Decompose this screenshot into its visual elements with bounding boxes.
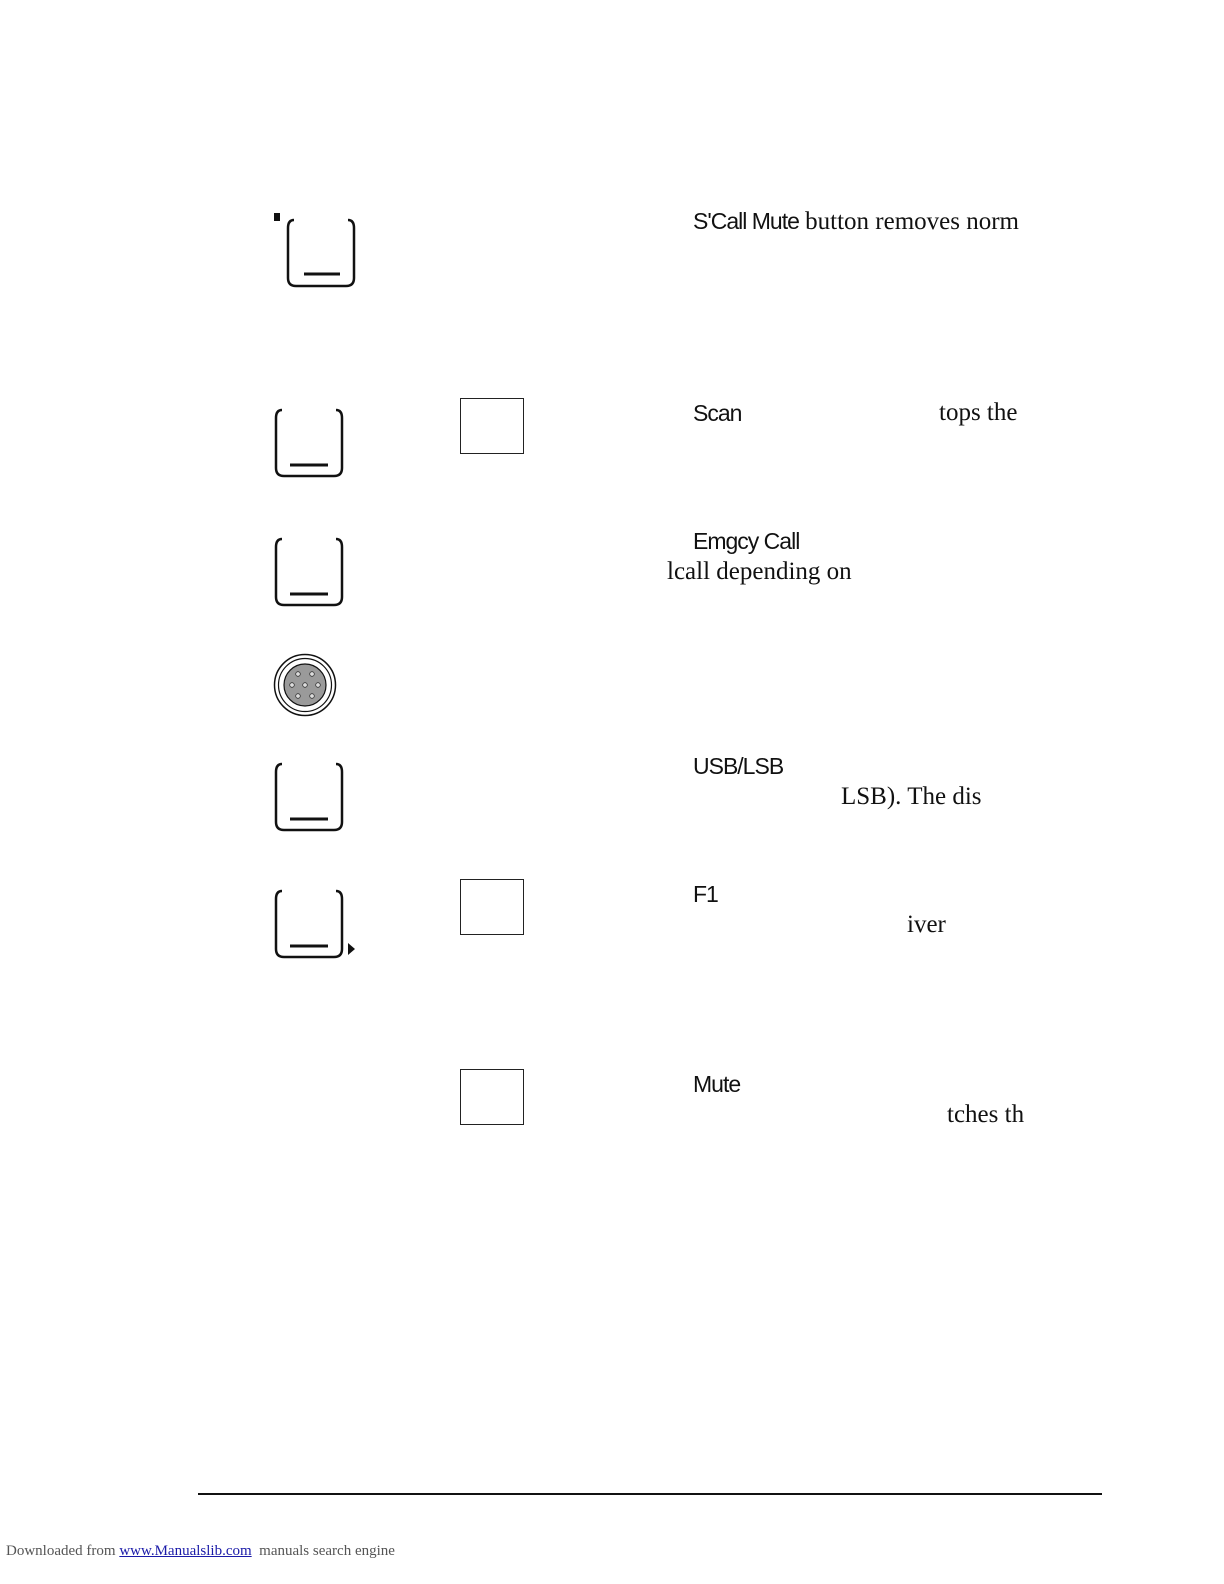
scan-indicator-box <box>460 398 524 454</box>
mute-text: tches th <box>947 1101 1025 1128</box>
mute-indicator-box <box>460 1069 524 1125</box>
f1-text: iver <box>907 911 946 938</box>
emgcy-call-text: lcall depending on <box>667 558 852 585</box>
scall-mute-label: S'Call Mute <box>693 208 799 234</box>
manualslib-link[interactable]: www.Manualslib.com <box>119 1543 252 1559</box>
scan-key-icon <box>272 404 348 482</box>
footer-prefix: Downloaded from <box>6 1543 120 1559</box>
f1-key-icon <box>272 885 362 965</box>
footer-rule <box>198 1493 1102 1495</box>
scall-mute-line <box>693 208 1019 236</box>
usb-lsb-text: LSB). The dis <box>841 783 982 810</box>
usb-lsb-label: USB/LSB <box>693 753 784 779</box>
footer-suffix: manuals search engine <box>251 1543 395 1559</box>
emgcy-call-key-icon <box>272 533 348 611</box>
usb-lsb-key-icon <box>272 758 348 836</box>
download-footer <box>6 1543 395 1560</box>
f1-label: F1 <box>693 881 718 907</box>
connector-socket-icon <box>272 652 338 718</box>
mute-label: Mute <box>693 1071 741 1097</box>
f1-indicator-box <box>460 879 524 935</box>
scall-mute-text: button removes norm <box>798 208 1019 235</box>
emgcy-call-label: Emgcy Call <box>693 528 800 554</box>
scan-text: tops the <box>939 399 1018 426</box>
scall-mute-key-icon <box>272 210 362 292</box>
scan-label: Scan <box>693 400 742 426</box>
